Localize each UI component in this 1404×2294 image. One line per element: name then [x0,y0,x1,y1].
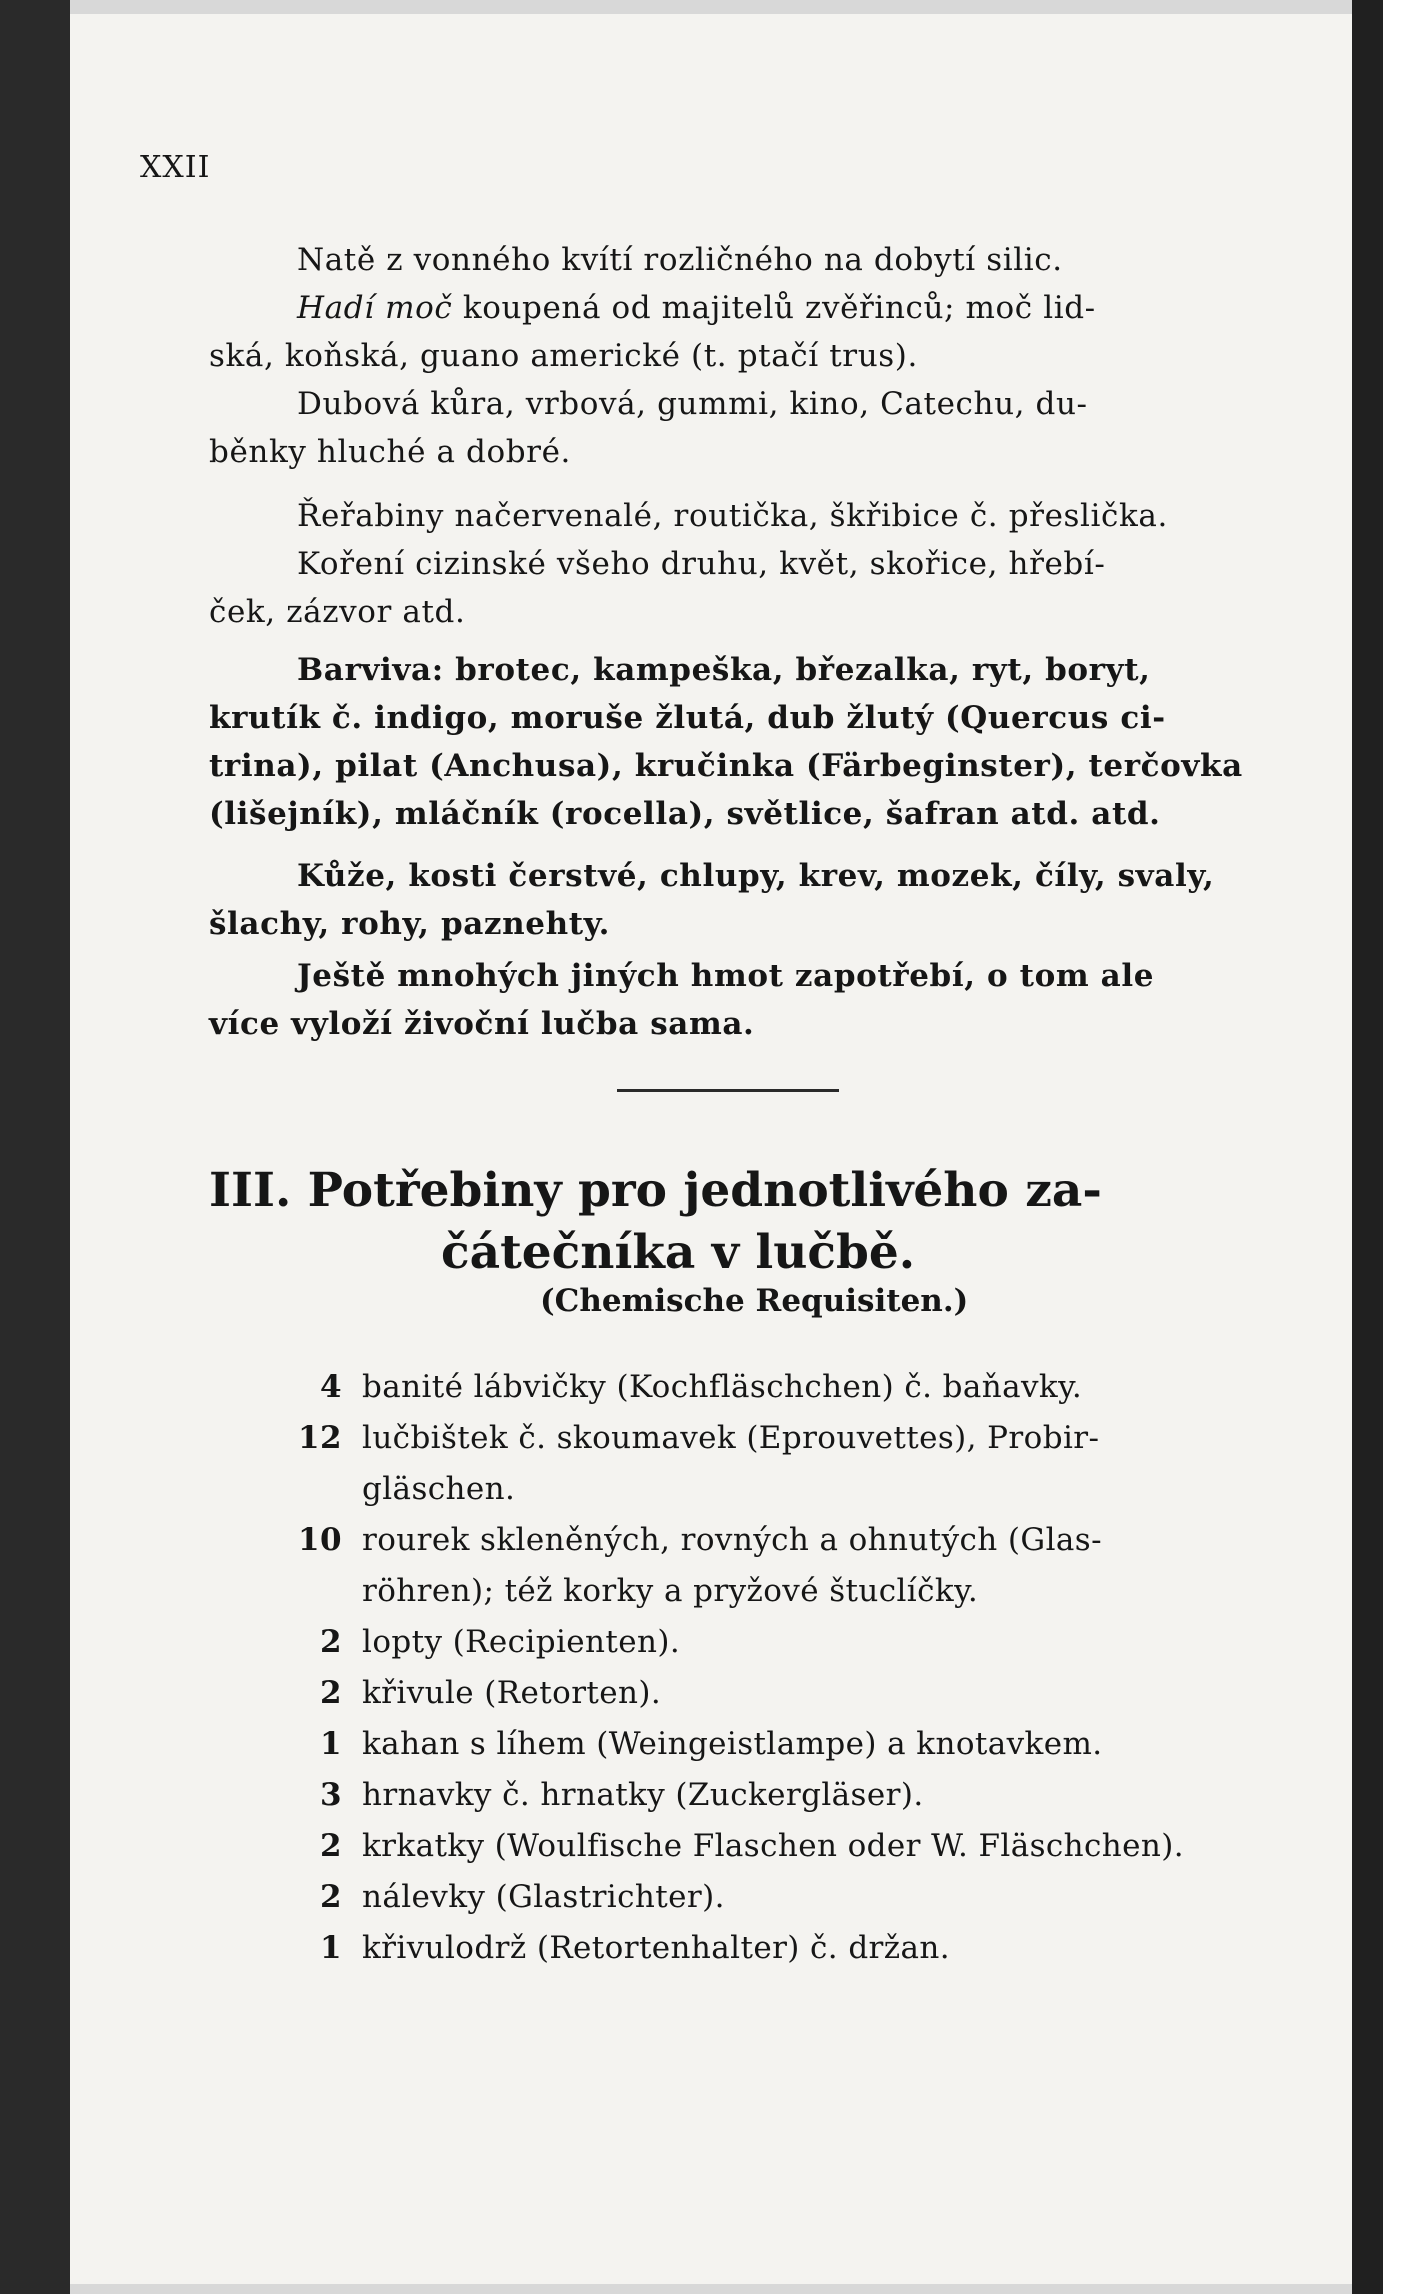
item-text: krkatky (Woulfische Flaschen oder W. Fläschchen). [362,1828,1185,1864]
facing-page-edge [1380,0,1404,2294]
page-number: XXII [140,150,211,185]
list-item [290,1770,1250,1821]
item-text: nálevky (Glastrichter). [362,1879,725,1915]
item-quantity: 10 [298,1522,342,1558]
item-quantity: 2 [320,1879,342,1915]
item-quantity: 12 [298,1420,342,1456]
item-text: lučbištek č. skoumavek (Eprouvettes), Probir- [362,1420,1100,1456]
text-line: Hadí moč koupená od majitelů zvěřinců; moč lid- [297,290,1096,326]
scan-right-gutter [1352,0,1380,2294]
text-line: Ještě mnohých jiných hmot zapotřebí, o tom ale [297,958,1155,994]
list-item [290,1821,1250,1872]
item-quantity: 4 [320,1369,342,1405]
text-line: běnky hluché a dobré. [209,434,571,470]
list-item [290,1719,1250,1770]
list-item [290,1872,1250,1923]
paragraph-dubova-kura [209,380,1249,476]
text-line: Natě z vonného kvítí rozličného na dobytí silic. [297,242,1063,278]
text-line: Dubová kůra, vrbová, gummi, kino, Catechu, du- [297,386,1088,422]
item-text: hrnavky č. hrnatky (Zuckergläser). [362,1777,924,1813]
paragraph-rerabiny [209,492,1249,540]
section-heading-line: III. Potřebiny pro jednotlivého za- [209,1163,1102,1218]
list-item [290,1923,1250,1974]
item-quantity: 1 [320,1726,342,1762]
paragraph-hadi-moc [209,284,1249,380]
list-item [290,1413,1250,1515]
text-line: trina), pilat (Anchusa), kručinka (Färbeginster), terčovka [209,748,1243,784]
list-item [290,1668,1250,1719]
item-text: křivule (Retorten). [362,1675,662,1711]
section-heading [209,1160,1249,1284]
paragraph-kuze [209,852,1249,948]
text-line: krutík č. indigo, moruše žlutá, dub žlutý (Quercus ci- [209,700,1166,736]
text-line: více vyloží živoční lučba sama. [209,1006,755,1042]
text-line: ček, zázvor atd. [209,594,466,630]
section-subtitle: (Chemische Requisiten.) [540,1283,969,1319]
item-text: křivulodrž (Retortenhalter) č. držan. [362,1930,951,1966]
item-quantity: 2 [320,1828,342,1864]
requisites-list [290,1362,1250,1974]
item-text: gläschen. [362,1471,516,1507]
text-line: Kůže, kosti čerstvé, chlupy, krev, mozek, číly, svaly, [297,858,1215,894]
list-item [290,1362,1250,1413]
paragraph-nate [209,236,1249,284]
item-quantity: 2 [320,1675,342,1711]
item-quantity: 3 [320,1777,342,1813]
item-text: banité lábvičky (Kochfläschchen) č. baňavky. [362,1369,1083,1405]
item-text: kahan s líhem (Weingeistlampe) a knotavkem. [362,1726,1103,1762]
paragraph-koreni [209,540,1249,636]
text-line: ská, koňská, guano americké (t. ptačí trus). [209,338,918,374]
text-line: Řeřabiny načervenalé, routička, škřibice č. přeslička. [297,498,1168,534]
item-text: röhren); též korky a pryžové štuclíčky. [362,1573,979,1609]
item-quantity: 2 [320,1624,342,1660]
item-text: lopty (Recipienten). [362,1624,681,1660]
text-line: Koření cizinské všeho druhu, květ, skořice, hřebí- [297,546,1106,582]
text-line: Barviva: brotec, kampeška, březalka, ryt, boryt, [297,652,1151,688]
list-item [290,1617,1250,1668]
italic-term: Hadí moč [297,290,453,326]
section-divider [617,1089,839,1092]
scan-left-border [0,0,70,2294]
list-item [290,1515,1250,1617]
paragraph-barviva [209,646,1249,838]
item-text: rourek skleněných, rovných a ohnutých (Glas- [362,1522,1102,1558]
section-heading-line: čátečníka v lučbě. [441,1225,916,1280]
item-quantity: 1 [320,1930,342,1966]
paragraph-jeste [209,952,1249,1048]
text-line: (lišejník), mláčník (rocella), světlice, šafran atd. atd. [209,796,1161,832]
text-line: šlachy, rohy, paznehty. [209,906,611,942]
